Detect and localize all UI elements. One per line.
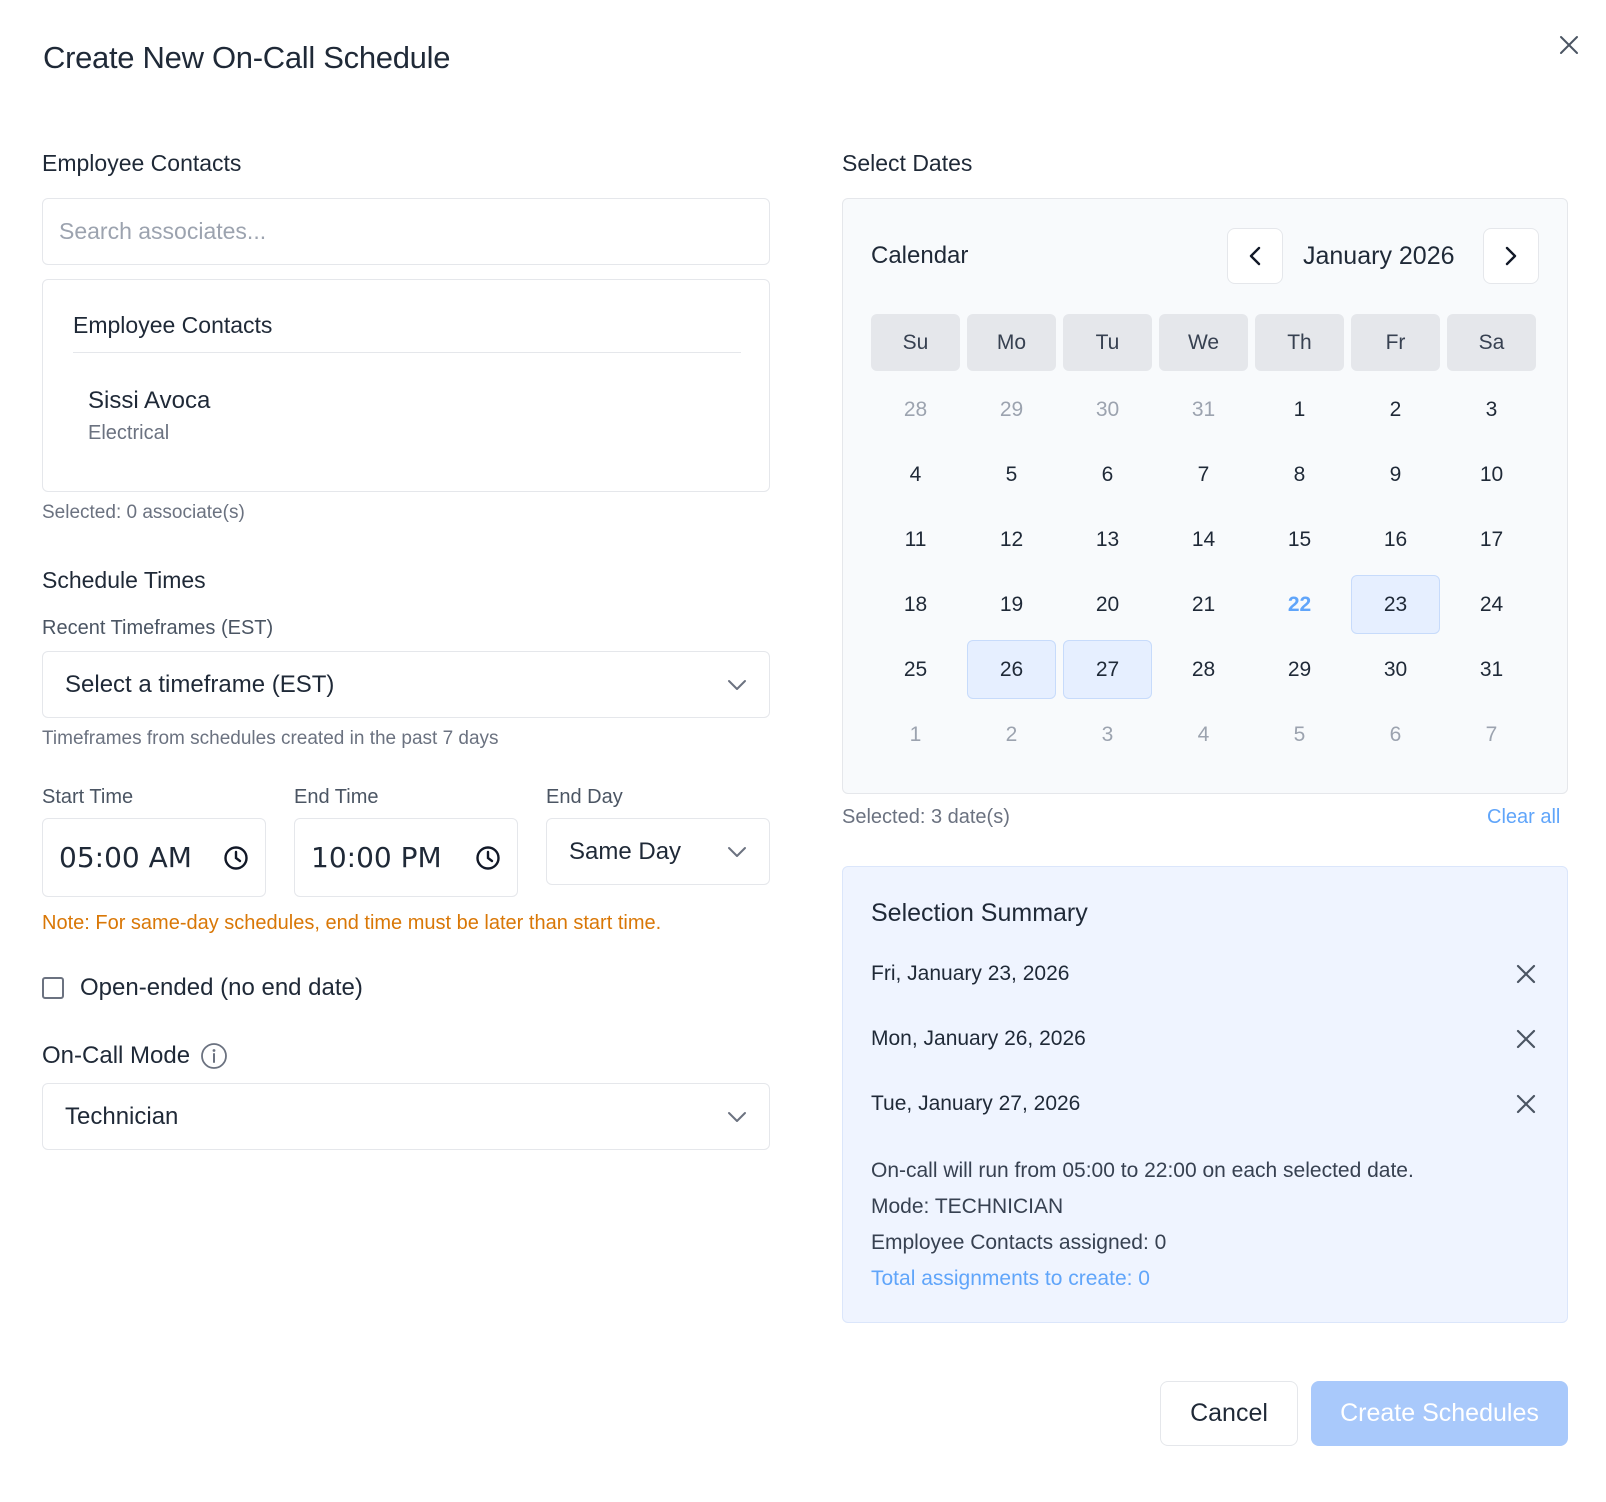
calendar-day[interactable]: 10: [1479, 462, 1504, 486]
weekday-header: We: [1159, 314, 1248, 371]
selected-dates-count: Selected: 3 date(s): [842, 806, 1010, 828]
calendar-day-selected[interactable]: 23: [1351, 575, 1440, 634]
summary-date-item: [871, 959, 1541, 989]
calendar-day[interactable]: 24: [1479, 592, 1504, 616]
recent-timeframes-select[interactable]: [42, 651, 770, 718]
recent-timeframes-help: Timeframes from schedules created in the past 7 days: [42, 728, 499, 749]
modal-title: Create New On-Call Schedule: [43, 40, 451, 75]
recent-timeframes-label: Recent Timeframes (EST): [42, 617, 274, 639]
calendar-day[interactable]: 5: [1005, 462, 1018, 486]
schedule-times-heading: Schedule Times: [42, 567, 206, 593]
calendar-day[interactable]: 25: [903, 657, 928, 681]
month-label: January 2026: [1303, 242, 1455, 270]
end-time-value: 10:00 PM: [311, 841, 442, 874]
open-ended-checkbox[interactable]: [42, 977, 64, 999]
weekday-header: Tu: [1063, 314, 1152, 371]
close-icon: [1516, 1094, 1536, 1114]
info-icon[interactable]: [200, 1042, 228, 1070]
chevron-down-icon: [727, 846, 747, 858]
calendar-day[interactable]: 13: [1095, 527, 1120, 551]
on-call-mode-label-row: [42, 1042, 228, 1070]
chevron-right-icon: [1504, 245, 1518, 267]
calendar-day[interactable]: 2: [1005, 722, 1018, 746]
calendar-day[interactable]: 20: [1095, 592, 1120, 616]
summary-date-label: Fri, January 23, 2026: [871, 962, 1070, 985]
calendar-day[interactable]: 30: [1383, 657, 1408, 681]
calendar-day[interactable]: 19: [999, 592, 1024, 616]
calendar-day[interactable]: 29: [1287, 657, 1312, 681]
close-icon: [1516, 1029, 1536, 1049]
summary-title: Selection Summary: [871, 899, 1088, 927]
next-month-button[interactable]: [1483, 228, 1539, 284]
calendar-days-grid: [871, 377, 1536, 767]
calendar-day-selected[interactable]: 26: [967, 640, 1056, 699]
weekday-header: Su: [871, 314, 960, 371]
end-day-value: Same Day: [569, 837, 682, 865]
selection-summary: [842, 866, 1568, 1323]
summary-date-item: [871, 1024, 1541, 1054]
weekday-header-row: [871, 314, 1536, 371]
calendar: [842, 198, 1568, 794]
calendar-day[interactable]: 4: [909, 462, 922, 486]
calendar-day[interactable]: 28: [903, 397, 928, 421]
previous-month-button[interactable]: [1227, 228, 1283, 284]
recent-timeframes-value: Select a timeframe (EST): [65, 670, 335, 698]
calendar-day[interactable]: 21: [1191, 592, 1216, 616]
calendar-day-today[interactable]: 22: [1287, 592, 1312, 616]
chevron-down-icon: [727, 1111, 747, 1123]
start-time-value: 05:00 AM: [59, 841, 192, 874]
create-schedules-button[interactable]: Create Schedules: [1311, 1381, 1568, 1446]
employee-contacts-heading: Employee Contacts: [42, 150, 242, 176]
summary-date-label: Tue, January 27, 2026: [871, 1092, 1081, 1115]
end-day-select[interactable]: [546, 818, 770, 885]
summary-run-text: On-call will run from 05:00 to 22:00 on each selected date.: [871, 1159, 1414, 1182]
chevron-down-icon: [727, 679, 747, 691]
summary-date-label: Mon, January 26, 2026: [871, 1027, 1086, 1050]
start-time-input[interactable]: [42, 818, 266, 897]
calendar-day-selected[interactable]: 27: [1063, 640, 1152, 699]
contact-name[interactable]: Sissi Avoca: [88, 387, 211, 414]
clock-icon[interactable]: [223, 845, 249, 871]
divider: [73, 352, 741, 353]
calendar-title: Calendar: [871, 242, 969, 269]
remove-date-button[interactable]: [1511, 959, 1541, 989]
end-time-label: End Time: [294, 786, 379, 808]
calendar-day[interactable]: 2: [1389, 397, 1402, 421]
close-icon: [1558, 34, 1580, 56]
weekday-header: Sa: [1447, 314, 1536, 371]
summary-contacts-text: Employee Contacts assigned: 0: [871, 1231, 1167, 1254]
calendar-day[interactable]: 8: [1293, 462, 1306, 486]
cancel-button[interactable]: Cancel: [1160, 1381, 1298, 1446]
contact-role: Electrical: [88, 422, 170, 444]
calendar-day[interactable]: 18: [903, 592, 928, 616]
end-time-input[interactable]: [294, 818, 518, 897]
weekday-header: Fr: [1351, 314, 1440, 371]
weekday-header: Th: [1255, 314, 1344, 371]
calendar-day[interactable]: 9: [1389, 462, 1402, 486]
calendar-day[interactable]: 28: [1191, 657, 1216, 681]
calendar-day[interactable]: 4: [1197, 722, 1210, 746]
calendar-day[interactable]: 6: [1389, 722, 1402, 746]
summary-date-item: [871, 1089, 1541, 1119]
summary-mode-text: Mode: TECHNICIAN: [871, 1195, 1064, 1218]
calendar-day[interactable]: 1: [909, 722, 922, 746]
on-call-mode-label: On-Call Mode: [42, 1042, 191, 1069]
associate-search-input[interactable]: [59, 218, 753, 245]
calendar-day[interactable]: 15: [1287, 527, 1312, 551]
calendar-day[interactable]: 11: [904, 527, 927, 551]
contacts-list-title: Employee Contacts: [73, 312, 273, 338]
calendar-day[interactable]: 29: [999, 397, 1024, 421]
calendar-day[interactable]: 31: [1191, 397, 1216, 421]
selected-associates-count: Selected: 0 associate(s): [42, 502, 245, 523]
remove-date-button[interactable]: [1511, 1024, 1541, 1054]
calendar-day[interactable]: 12: [999, 527, 1024, 551]
open-ended-label: Open-ended (no end date): [80, 974, 363, 1001]
on-call-mode-value: Technician: [65, 1102, 179, 1130]
calendar-day[interactable]: 16: [1383, 527, 1408, 551]
calendar-day[interactable]: 7: [1485, 722, 1498, 746]
associate-search-box[interactable]: [42, 198, 770, 265]
select-dates-heading: Select Dates: [842, 150, 973, 176]
calendar-day[interactable]: 5: [1293, 722, 1306, 746]
end-day-label: End Day: [546, 786, 623, 808]
remove-date-button[interactable]: [1511, 1089, 1541, 1119]
same-day-note: Note: For same-day schedules, end time must be later than start time.: [42, 912, 662, 934]
close-icon: [1516, 964, 1536, 984]
employee-contacts-list: [42, 279, 770, 492]
calendar-day[interactable]: 6: [1101, 462, 1114, 486]
calendar-day[interactable]: 3: [1101, 722, 1114, 746]
calendar-day[interactable]: 31: [1479, 657, 1504, 681]
open-ended-option[interactable]: [42, 974, 363, 1002]
calendar-day[interactable]: 17: [1479, 527, 1504, 551]
clear-all-link[interactable]: Clear all: [1487, 806, 1561, 828]
calendar-day[interactable]: 1: [1293, 397, 1306, 421]
chevron-left-icon: [1248, 245, 1262, 267]
start-time-label: Start Time: [42, 786, 134, 808]
calendar-day[interactable]: 7: [1197, 462, 1210, 486]
calendar-day[interactable]: 30: [1095, 397, 1120, 421]
calendar-day[interactable]: 3: [1485, 397, 1498, 421]
clock-icon[interactable]: [475, 845, 501, 871]
summary-total-text: Total assignments to create: 0: [871, 1267, 1150, 1290]
close-button[interactable]: [1552, 28, 1586, 62]
weekday-header: Mo: [967, 314, 1056, 371]
calendar-day[interactable]: 14: [1191, 527, 1216, 551]
on-call-mode-select[interactable]: [42, 1083, 770, 1150]
